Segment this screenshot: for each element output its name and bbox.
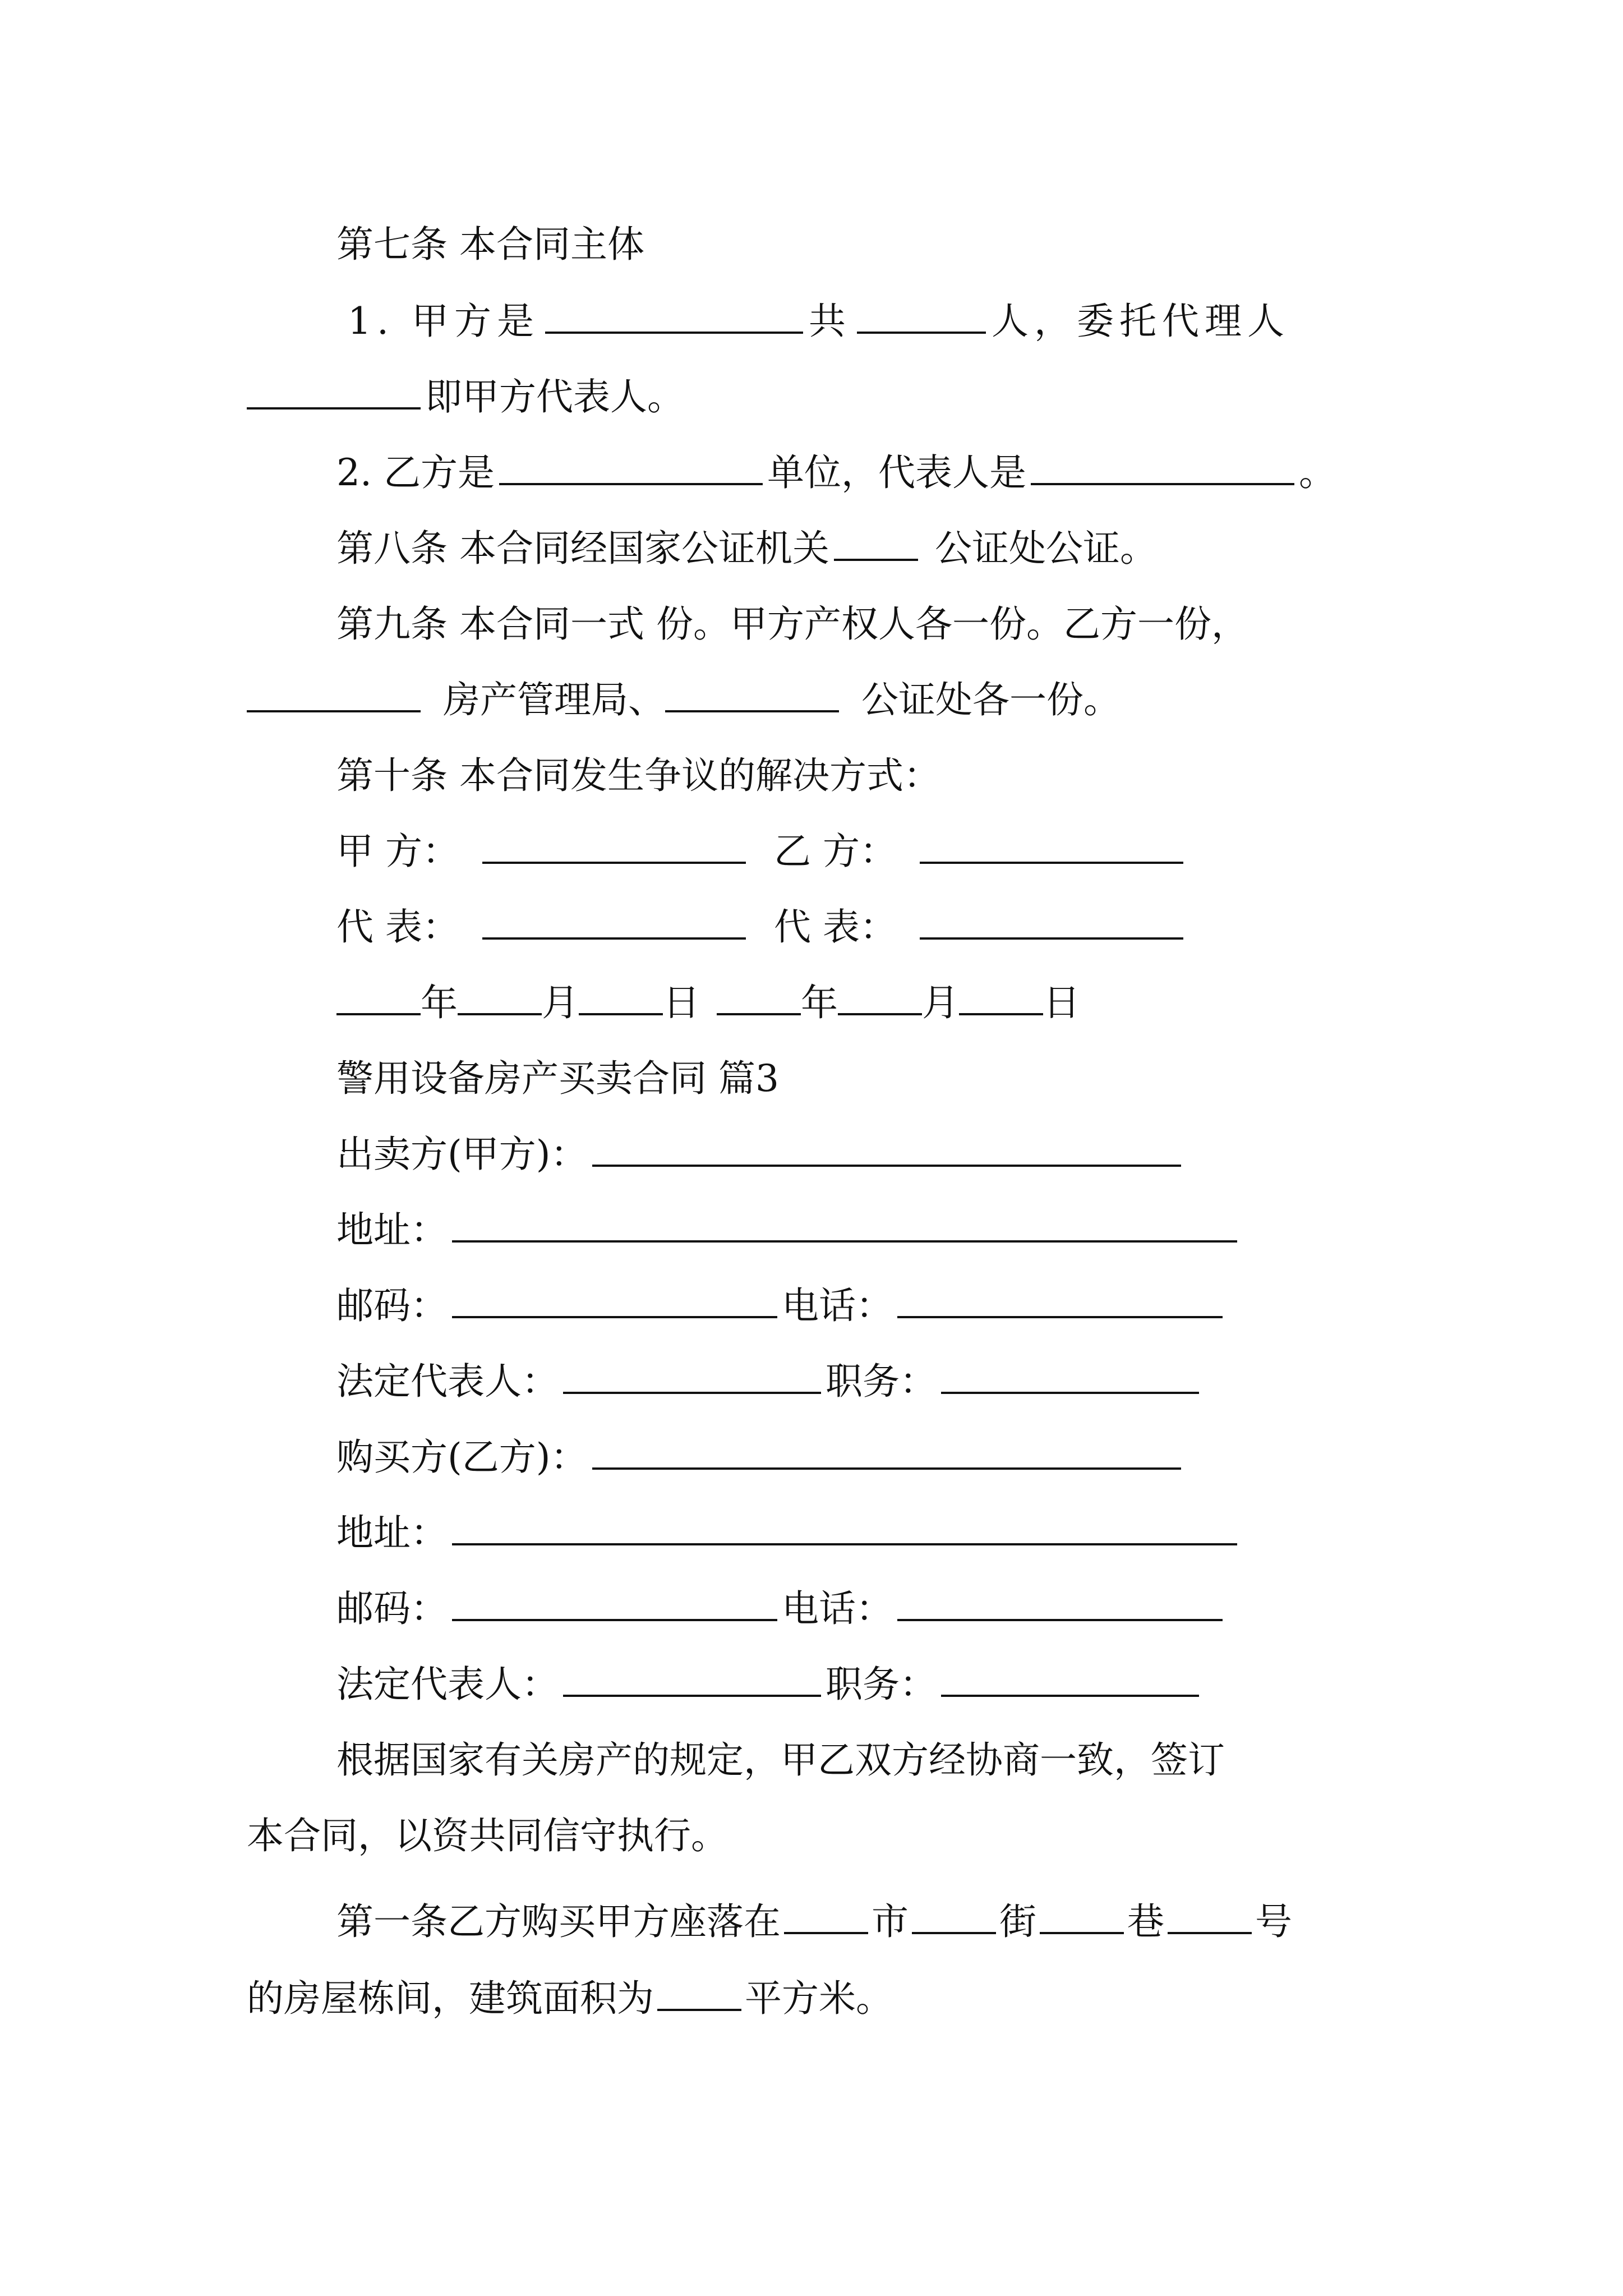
intro-text-1: 根据国家有关房产的规定，甲乙双方经协商一致，签订: [336, 1738, 1225, 1782]
seller-legal-rep-row: [336, 1355, 1199, 1409]
date-a-day-label: 日: [663, 981, 700, 1024]
seller-phone-blank[interactable]: [897, 1283, 1223, 1318]
intro-text-2: 本合同，以资共同信守执行。: [247, 1814, 728, 1857]
date-a-month-label: 月: [542, 981, 579, 1024]
article-9-text: 第九条 本合同一式 份。甲方产权人各一份。乙方一份，: [336, 602, 1248, 646]
number-label: 号: [1255, 1900, 1292, 1943]
notary-office-blank[interactable]: [665, 678, 839, 712]
buyer-zip-blank[interactable]: [452, 1586, 777, 1621]
notary-office-text: 公证处公证。: [934, 527, 1157, 570]
article-1-line: [336, 1895, 1292, 1949]
city-blank[interactable]: [784, 1899, 868, 1934]
seller-zip-blank[interactable]: [452, 1283, 777, 1318]
period-text: 。: [1298, 451, 1336, 494]
number-blank[interactable]: [1168, 1899, 1252, 1934]
article-1-cont: [247, 1972, 893, 2026]
date-a-day-blank[interactable]: [579, 981, 663, 1015]
signature-party-row: [336, 825, 1183, 878]
seller-address-label: 地址：: [336, 1208, 448, 1251]
seller-zip-row: [336, 1279, 1223, 1333]
seller-address-blank[interactable]: [452, 1208, 1237, 1243]
piece-3-title: [336, 1052, 779, 1106]
intro-line-2: [247, 1809, 728, 1863]
date-a-year-label: 年: [421, 981, 458, 1024]
lane-label: 巷: [1127, 1900, 1164, 1943]
article-7-party-b-line: [336, 446, 1336, 500]
area-unit-text: 平方米。: [745, 1977, 893, 2020]
party-b-name-blank[interactable]: [499, 450, 763, 485]
seller-address-row: [336, 1203, 1237, 1257]
party-a-count-blank[interactable]: [857, 299, 986, 334]
buyer-zip-label: 邮码：: [336, 1587, 448, 1630]
buyer-blank[interactable]: [592, 1435, 1181, 1470]
lane-blank[interactable]: [1040, 1899, 1124, 1934]
buyer-phone-label: 电话：: [782, 1587, 893, 1630]
sig-rep-b-label: 代 表：: [774, 905, 897, 949]
article-7-party-a-line: [348, 295, 1290, 348]
sig-rep-b-blank[interactable]: [920, 905, 1183, 940]
seller-legal-rep-blank[interactable]: [563, 1359, 821, 1394]
buyer-position-blank[interactable]: [941, 1662, 1199, 1697]
sig-rep-a-label: 代 表：: [336, 905, 459, 949]
article-10-text: 第十条 本合同发生争议的解决方式：: [336, 754, 940, 797]
intro-line-1: [336, 1733, 1225, 1787]
piece-3-title-text: 警用设备房产买卖合同 篇3: [336, 1057, 779, 1100]
article-10-line: [336, 749, 940, 803]
buyer-legal-rep-label: 法定代表人：: [336, 1663, 559, 1706]
seller-phone-label: 电话：: [782, 1284, 893, 1327]
signature-date-row: [336, 976, 1080, 1030]
article-7-title-text: 第七条 本合同主体: [336, 223, 644, 266]
sig-party-a-label: 甲 方：: [336, 830, 459, 873]
buyer-legal-rep-blank[interactable]: [563, 1662, 821, 1697]
article-9-cont: [247, 673, 1121, 727]
total-text: 共: [808, 300, 851, 343]
buyer-position-label: 职务：: [826, 1663, 937, 1706]
party-b-rep-blank[interactable]: [1031, 450, 1294, 485]
seller-position-blank[interactable]: [941, 1359, 1199, 1394]
date-b-day-label: 日: [1043, 981, 1080, 1024]
city-label: 市: [872, 1900, 909, 1943]
buyer-zip-row: [336, 1582, 1223, 1636]
article-8-line: [336, 522, 1157, 576]
date-b-year-label: 年: [801, 981, 838, 1024]
housing-bureau-blank[interactable]: [247, 678, 421, 712]
area-blank[interactable]: [657, 1976, 741, 2011]
street-blank[interactable]: [912, 1899, 996, 1934]
seller-position-label: 职务：: [826, 1360, 937, 1403]
agent-name-blank[interactable]: [247, 375, 421, 409]
article-8-text: 第八条 本合同经国家公证机关: [336, 527, 829, 570]
seller-zip-label: 邮码：: [336, 1284, 448, 1327]
sig-party-b-blank[interactable]: [920, 829, 1183, 864]
notary-office-each-text: 公证处各一份。: [861, 678, 1121, 721]
party-a-is-text: 1. 甲方是: [348, 300, 540, 343]
seller-blank[interactable]: [592, 1132, 1181, 1167]
party-a-name-blank[interactable]: [545, 299, 803, 334]
seller-row: [336, 1128, 1181, 1181]
buyer-address-blank[interactable]: [452, 1511, 1237, 1545]
sig-rep-a-blank[interactable]: [482, 905, 746, 940]
notary-blank[interactable]: [834, 526, 918, 561]
date-a-month-blank[interactable]: [458, 981, 542, 1015]
unit-rep-text: 单位，代表人是: [767, 451, 1026, 494]
date-b-month-blank[interactable]: [838, 981, 922, 1015]
buyer-phone-blank[interactable]: [897, 1586, 1223, 1621]
seller-label: 出卖方(甲方)：: [336, 1133, 588, 1176]
housing-bureau-text: 房产管理局、: [443, 678, 665, 721]
street-label: 街: [999, 1900, 1036, 1943]
seller-legal-rep-label: 法定代表人：: [336, 1360, 559, 1403]
date-b-month-label: 月: [922, 981, 959, 1024]
buyer-address-row: [336, 1506, 1237, 1560]
date-b-year-blank[interactable]: [717, 981, 801, 1015]
party-b-is-text: 2. 乙方是: [336, 451, 495, 494]
agent-text: 人，委托代理人: [991, 300, 1290, 343]
article-9-line: [336, 597, 1248, 651]
date-b-day-blank[interactable]: [959, 981, 1043, 1015]
article-1-text: 第一条乙方购买甲方座落在: [336, 1900, 781, 1943]
article-1-area-text: 的房屋栋间，建筑面积为: [247, 1977, 654, 2020]
article-7-party-a-cont: [247, 370, 684, 424]
buyer-address-label: 地址：: [336, 1511, 448, 1554]
sig-party-a-blank[interactable]: [482, 829, 746, 864]
signature-rep-row: [336, 900, 1183, 954]
sig-party-b-label: 乙 方：: [774, 830, 897, 873]
article-7-title: [336, 218, 644, 272]
buyer-legal-rep-row: [336, 1658, 1199, 1711]
date-a-year-blank[interactable]: [336, 981, 421, 1015]
buyer-row: [336, 1430, 1181, 1484]
buyer-label: 购买方(乙方)：: [336, 1435, 588, 1479]
party-a-rep-text: 即甲方代表人。: [425, 375, 684, 418]
